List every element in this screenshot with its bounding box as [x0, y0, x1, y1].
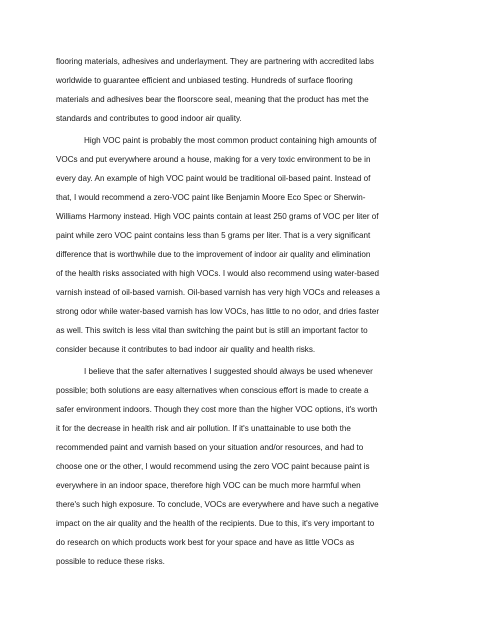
text-line: everywhere in an indoor space, therefore high VOC can be much more harmful when	[56, 481, 361, 490]
text-line: paint while zero VOC paint contains less than 5 grams per liter. That is a very significant	[56, 231, 371, 240]
text-line: flooring materials, adhesives and underlayment. They are partnering with accredited labs	[56, 57, 374, 66]
text-line: standards and contributes to good indoor air quality.	[56, 114, 242, 123]
text-line: do research on which products work best for your space and have as little VOCs as	[56, 538, 355, 547]
text-line: strong odor while water-based varnish has low VOCs, has little to no odor, and dries faster	[56, 307, 380, 316]
document-body	[56, 52, 431, 571]
text-line: of the health risks associated with high VOCs. I would also recommend using water-based	[56, 269, 380, 278]
text-line: choose one or the other, I would recommend using the zero VOC paint because paint is	[56, 462, 370, 471]
text-line: recommended paint and varnish based on your situation and/or resources, and had to	[56, 443, 364, 452]
text-line: every day. An example of high VOC paint would be traditional oil-based paint. Instead of	[56, 174, 371, 183]
text-line: materials and adhesives bear the floorscore seal, meaning that the product has met the	[56, 95, 369, 104]
paragraph-flooring	[56, 52, 431, 128]
text-line: VOCs and put everywhere around a house, making for a very toxic environment to be in	[56, 155, 371, 164]
text-line: High VOC paint is probably the most common product containing high amounts of	[84, 136, 377, 145]
text-line: worldwide to guarantee efficient and unbiased testing. Hundreds of surface flooring	[56, 76, 353, 85]
paragraph-voc-paint	[56, 131, 431, 359]
text-line: as well. This switch is less vital than switching the paint but is still an important factor to	[56, 326, 368, 335]
text-line: possible; both solutions are easy alternatives when conscious effort is made to create a	[56, 386, 369, 395]
text-line: Williams Harmony instead. High VOC paints contain at least 250 grams of VOC per liter of	[56, 212, 379, 221]
text-line: that, I would recommend a zero-VOC paint like Benjamin Moore Eco Spec or Sherwin-	[56, 193, 366, 202]
text-line: it for the decrease in health risk and air pollution. If it's unattainable to use both the	[56, 424, 351, 433]
text-line: possible to reduce these risks.	[56, 557, 165, 566]
paragraph-conclusion	[56, 362, 431, 571]
text-line: safer environment indoors. Though they cost more than the higher VOC options, it's worth	[56, 405, 378, 414]
text-line: varnish instead of oil-based varnish. Oil-based varnish has very high VOCs and releases a	[56, 288, 380, 297]
text-line: difference that is worthwhile due to the improvement of indoor air quality and elimination	[56, 250, 371, 259]
text-line: there's such high exposure. To conclude, VOCs are everywhere and have such a negative	[56, 500, 379, 509]
text-line: I believe that the safer alternatives I suggested should always be used whenever	[84, 367, 373, 376]
text-line: impact on the air quality and the health of the recipients. Due to this, it's very important to	[56, 519, 375, 528]
text-line: consider because it contributes to bad indoor air quality and health risks.	[56, 345, 316, 354]
